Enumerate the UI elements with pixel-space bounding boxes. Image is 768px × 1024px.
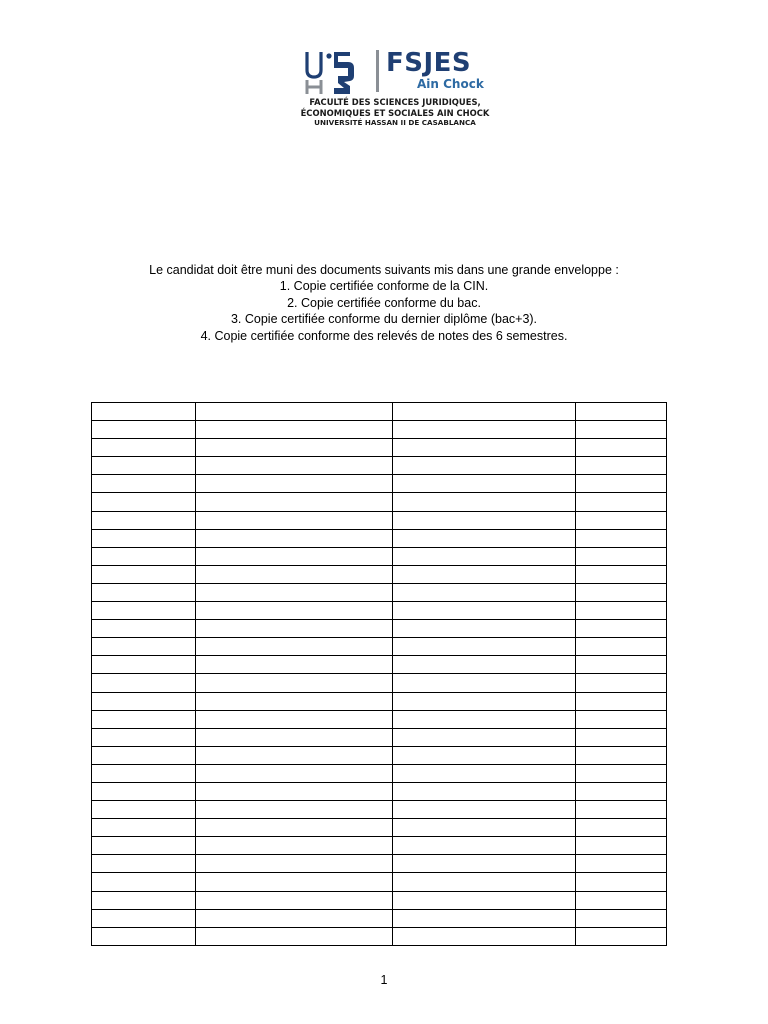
table-cell: [393, 674, 576, 692]
blank-form-table: [91, 402, 667, 946]
table-cell: [576, 565, 667, 583]
table-cell: [196, 728, 393, 746]
table-cell: [92, 837, 196, 855]
table-cell: [196, 746, 393, 764]
table-cell: [92, 565, 196, 583]
table-row: [92, 782, 667, 800]
table-row: [92, 728, 667, 746]
table-row: [92, 529, 667, 547]
table-cell: [393, 620, 576, 638]
table-cell: [576, 927, 667, 945]
table-cell: [393, 656, 576, 674]
table-row: [92, 873, 667, 891]
table-cell: [196, 764, 393, 782]
table-cell: [393, 583, 576, 601]
table-row: [92, 801, 667, 819]
table-cell: [576, 421, 667, 439]
table-cell: [196, 801, 393, 819]
table-row: [92, 421, 667, 439]
table-cell: [576, 656, 667, 674]
table-cell: [576, 837, 667, 855]
table-cell: [92, 692, 196, 710]
faculty-name-line-1: FACULTÉ DES SCIENCES JURIDIQUES,: [309, 97, 481, 107]
faculty-full-name: [300, 97, 490, 129]
table-cell: [393, 457, 576, 475]
table-cell: [393, 873, 576, 891]
table-row: [92, 710, 667, 728]
document-item-1: 1. Copie certifiée conforme de la CIN.: [279, 279, 489, 294]
table-row: [92, 547, 667, 565]
table-cell: [393, 764, 576, 782]
table-cell: [393, 728, 576, 746]
table-cell: [196, 439, 393, 457]
table-cell: [393, 529, 576, 547]
table-cell: [92, 620, 196, 638]
table-cell: [92, 439, 196, 457]
table-cell: [576, 511, 667, 529]
table-cell: [196, 421, 393, 439]
table-cell: [196, 656, 393, 674]
blank-form-table-body: [92, 403, 667, 946]
table-row: [92, 493, 667, 511]
table-cell: [393, 782, 576, 800]
table-cell: [576, 457, 667, 475]
table-cell: [196, 855, 393, 873]
table-cell: [196, 529, 393, 547]
table-cell: [576, 746, 667, 764]
table-cell: [196, 620, 393, 638]
table-cell: [196, 909, 393, 927]
table-cell: [92, 511, 196, 529]
table-cell: [393, 565, 576, 583]
table-row: [92, 457, 667, 475]
table-cell: [576, 493, 667, 511]
table-cell: [196, 511, 393, 529]
table-cell: [92, 873, 196, 891]
table-cell: [393, 602, 576, 620]
table-cell: [92, 909, 196, 927]
table-cell: [92, 547, 196, 565]
table-cell: [196, 710, 393, 728]
table-cell: [196, 457, 393, 475]
table-cell: [92, 746, 196, 764]
table-cell: [196, 565, 393, 583]
table-cell: [393, 801, 576, 819]
table-cell: [92, 855, 196, 873]
table-cell: [393, 421, 576, 439]
table-cell: [196, 403, 393, 421]
table-cell: [393, 837, 576, 855]
table-cell: [393, 475, 576, 493]
table-cell: [92, 782, 196, 800]
table-cell: [393, 746, 576, 764]
table-cell: [92, 656, 196, 674]
table-row: [92, 602, 667, 620]
table-cell: [576, 819, 667, 837]
table-cell: [92, 801, 196, 819]
table-cell: [196, 927, 393, 945]
table-cell: [92, 764, 196, 782]
table-cell: [576, 891, 667, 909]
table-cell: [576, 475, 667, 493]
table-row: [92, 656, 667, 674]
table-cell: [576, 710, 667, 728]
table-cell: [576, 638, 667, 656]
table-cell: [92, 927, 196, 945]
table-cell: [393, 547, 576, 565]
faculty-name-line-2: ÉCONOMIQUES ET SOCIALES AIN CHOCK: [300, 107, 490, 118]
table-row: [92, 746, 667, 764]
table-row: [92, 583, 667, 601]
table-cell: [196, 837, 393, 855]
table-cell: [196, 583, 393, 601]
table-cell: [393, 439, 576, 457]
table-row: [92, 475, 667, 493]
table-cell: [196, 692, 393, 710]
document-item-4: 4. Copie certifiée conforme des relevés de notes des 6 semestres.: [200, 328, 568, 343]
table-cell: [92, 421, 196, 439]
table-cell: [196, 638, 393, 656]
faculty-logo: [300, 48, 490, 132]
table-cell: [576, 674, 667, 692]
table-cell: [393, 855, 576, 873]
table-cell: [576, 873, 667, 891]
table-cell: [576, 529, 667, 547]
table-row: [92, 855, 667, 873]
table-cell: [576, 782, 667, 800]
table-cell: [576, 547, 667, 565]
university-name-line: UNIVERSITÉ HASSAN II DE CASABLANCA: [314, 118, 476, 127]
table-cell: [393, 909, 576, 927]
table-row: [92, 764, 667, 782]
table-row: [92, 403, 667, 421]
table-row: [92, 620, 667, 638]
table-cell: [576, 855, 667, 873]
table-cell: [196, 819, 393, 837]
table-cell: [92, 728, 196, 746]
table-cell: [576, 801, 667, 819]
table-cell: [92, 819, 196, 837]
table-cell: [393, 511, 576, 529]
table-cell: [576, 403, 667, 421]
table-cell: [92, 710, 196, 728]
table-cell: [576, 583, 667, 601]
table-row: [92, 909, 667, 927]
table-row: [92, 638, 667, 656]
table-row: [92, 837, 667, 855]
table-cell: [92, 493, 196, 511]
instructions-intro: Le candidat doit être muni des documents suivants mis dans une grande enveloppe :: [149, 263, 619, 277]
table-cell: [92, 529, 196, 547]
table-cell: [196, 873, 393, 891]
table-row: [92, 565, 667, 583]
page-number: 1: [380, 973, 388, 987]
table-cell: [576, 909, 667, 927]
table-cell: [196, 674, 393, 692]
table-cell: [92, 583, 196, 601]
table-cell: [92, 674, 196, 692]
table-cell: [196, 547, 393, 565]
table-row: [92, 692, 667, 710]
table-cell: [196, 782, 393, 800]
table-cell: [576, 692, 667, 710]
table-cell: [196, 891, 393, 909]
required-documents-instructions: [84, 262, 684, 344]
table-cell: [393, 891, 576, 909]
table-row: [92, 439, 667, 457]
table-cell: [196, 602, 393, 620]
table-cell: [393, 493, 576, 511]
document-item-2: 2. Copie certifiée conforme du bac.: [287, 295, 481, 310]
table-cell: [92, 891, 196, 909]
document-item-3: 3. Copie certifiée conforme du dernier diplôme (bac+3).: [230, 312, 538, 327]
table-row: [92, 511, 667, 529]
table-cell: [92, 475, 196, 493]
table-cell: [92, 638, 196, 656]
table-row: [92, 927, 667, 945]
table-cell: [393, 403, 576, 421]
table-cell: [576, 620, 667, 638]
table-row: [92, 674, 667, 692]
table-cell: [393, 692, 576, 710]
table-cell: [576, 602, 667, 620]
table-cell: [196, 493, 393, 511]
table-cell: [393, 710, 576, 728]
table-cell: [196, 475, 393, 493]
logo-divider: [376, 50, 379, 92]
university-emblem-icon: [304, 50, 366, 94]
faculty-acronym: FSJES: [386, 48, 472, 78]
table-cell: [92, 602, 196, 620]
table-cell: [576, 764, 667, 782]
table-cell: [393, 638, 576, 656]
table-row: [92, 819, 667, 837]
table-cell: [576, 728, 667, 746]
table-cell: [92, 457, 196, 475]
table-cell: [92, 403, 196, 421]
faculty-campus: Ain Chock: [417, 77, 484, 91]
table-row: [92, 891, 667, 909]
table-cell: [393, 927, 576, 945]
table-cell: [576, 439, 667, 457]
table-cell: [393, 819, 576, 837]
